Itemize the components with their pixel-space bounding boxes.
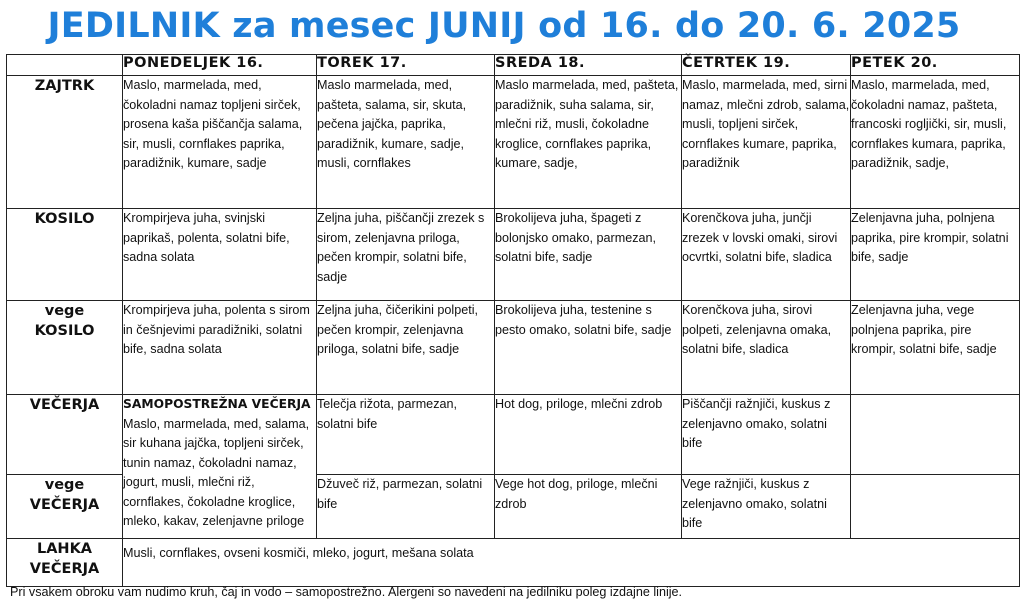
meal-label-light-dinner-line2: VEČERJA <box>29 561 100 577</box>
light-dinner-all-days: Musli, cornflakes, ovseni kosmiči, mleko, jogurt, mešana solata <box>123 539 1020 587</box>
self-service-dinner-title: SAMOPOSTREŽNA VEČERJA <box>123 397 311 411</box>
vege-lunch-wednesday: Brokolijeva juha, testenine s pesto omako, solatni bife, sadje <box>495 301 682 395</box>
breakfast-friday: Maslo, marmelada, med, čokoladni namaz, pašteta, francoski rogljički, sir, musli, cornflakes kumara, paprika, paradižnik, sadje, <box>851 76 1020 209</box>
breakfast-tuesday: Maslo marmelada, med, pašteta, salama, sir, skuta, pečena jajčka, paprika, paradižnik, kumare, sadje, musli, cornflakes <box>317 76 495 209</box>
breakfast-row <box>7 76 1020 209</box>
meal-label-light-dinner-line1: LAHKA <box>36 541 93 557</box>
dinner-tuesday: Telečja rižota, parmezan, solatni bife <box>317 395 495 475</box>
meal-label-vege-lunch <box>7 301 123 395</box>
vege-lunch-monday: Krompirjeva juha, polenta s sirom in češnjevimi paradižniki, solatni bife, sadna solata <box>123 301 317 395</box>
vege-lunch-friday: Zelenjavna juha, vege polnjena paprika, pire krompir, solatni bife, sadje <box>851 301 1020 395</box>
lunch-thursday: Korenčkova juha, junčji zrezek v lovski omaki, sirovi ocvrtki, solatni bife, sladica <box>682 209 851 301</box>
lunch-wednesday: Brokolijeva juha, špageti z bolonjsko omako, parmezan, solatni bife, sadje <box>495 209 682 301</box>
lunch-friday: Zelenjavna juha, polnjena paprika, pire krompir, solatni bife, sadje <box>851 209 1020 301</box>
vege-dinner-wednesday: Vege hot dog, priloge, mlečni zdrob <box>495 475 682 539</box>
meal-label-light-dinner <box>7 539 123 587</box>
breakfast-wednesday: Maslo marmelada, med, pašteta, paradižnik, suha salama, sir, mlečni riž, musli, čokoladne kroglice, cornflakes paprika, kumare, sadje, <box>495 76 682 209</box>
page-title: JEDILNIK za mesec JUNIJ od 16. do 20. 6. 2025 <box>47 6 961 46</box>
vege-lunch-row <box>7 301 1020 395</box>
vege-dinner-tuesday: Džuveč riž, parmezan, solatni bife <box>317 475 495 539</box>
footer-note: Pri vsakem obroku vam nudimo kruh, čaj in vodo – samopostrežno. Alergeni so navedeni na jedilniku poleg izdajne linije. <box>10 585 683 599</box>
meal-label-vege-dinner-line1: vege <box>44 477 85 493</box>
lunch-row <box>7 209 1020 301</box>
day-header-row <box>7 55 1020 76</box>
meal-label-breakfast: ZAJTRK <box>7 76 123 209</box>
lunch-tuesday: Zeljna juha, piščančji zrezek s sirom, zelenjavna priloga, pečen krompir, solatni bife, sadje <box>317 209 495 301</box>
lunch-monday: Krompirjeva juha, svinjski paprikaš, polenta, solatni bife, sadna solata <box>123 209 317 301</box>
breakfast-monday: Maslo, marmelada, med, čokoladni namaz topljeni sirček, prosena kaša piščančja salama, sir, musli, cornflakes paprika, paradižnik, kumare, sadje <box>123 76 317 209</box>
self-service-dinner-items: Maslo, marmelada, med, salama, sir kuhana jajčka, topljeni sirček, tunin namaz, čokoladni namaz, jogurt, musli, mlečni riž, cornflakes, čokoladne kroglice, mleko, kakav, zelenjavne priloge <box>123 416 310 528</box>
meal-label-vege-lunch-line1: vege <box>44 303 85 319</box>
meal-label-lunch: KOSILO <box>7 209 123 301</box>
vege-dinner-friday <box>851 475 1020 539</box>
breakfast-thursday: Maslo, marmelada, med, sirni namaz, mlečni zdrob, salama, musli, topljeni sirček, cornflakes kumare, paprika, paradižnik <box>682 76 851 209</box>
menu-table <box>6 54 1020 587</box>
vege-lunch-tuesday: Zeljna juha, čičerikini polpeti, pečen krompir, zelenjavna priloga, solatni bife, sadje <box>317 301 495 395</box>
corner-cell <box>7 55 123 76</box>
vege-dinner-thursday: Vege ražnjiči, kuskus z zelenjavno omako, solatni bife <box>682 475 851 539</box>
day-header-monday: PONEDELJEK 16. <box>123 55 317 76</box>
meal-label-dinner: VEČERJA <box>7 395 123 475</box>
day-header-thursday: ČETRTEK 19. <box>682 55 851 76</box>
dinner-friday <box>851 395 1020 475</box>
self-service-dinner <box>123 395 317 539</box>
dinner-row <box>7 395 1020 475</box>
dinner-thursday: Piščančji ražnjiči, kuskus z zelenjavno omako, solatni bife <box>682 395 851 475</box>
day-header-friday: PETEK 20. <box>851 55 1020 76</box>
meal-label-vege-lunch-line2: KOSILO <box>34 323 95 339</box>
meal-label-vege-dinner <box>7 475 123 539</box>
day-header-wednesday: SREDA 18. <box>495 55 682 76</box>
light-dinner-row <box>7 539 1020 587</box>
vege-lunch-thursday: Korenčkova juha, sirovi polpeti, zelenjavna omaka, solatni bife, sladica <box>682 301 851 395</box>
meal-label-vege-dinner-line2: VEČERJA <box>29 497 100 513</box>
day-header-tuesday: TOREK 17. <box>317 55 495 76</box>
dinner-wednesday: Hot dog, priloge, mlečni zdrob <box>495 395 682 475</box>
